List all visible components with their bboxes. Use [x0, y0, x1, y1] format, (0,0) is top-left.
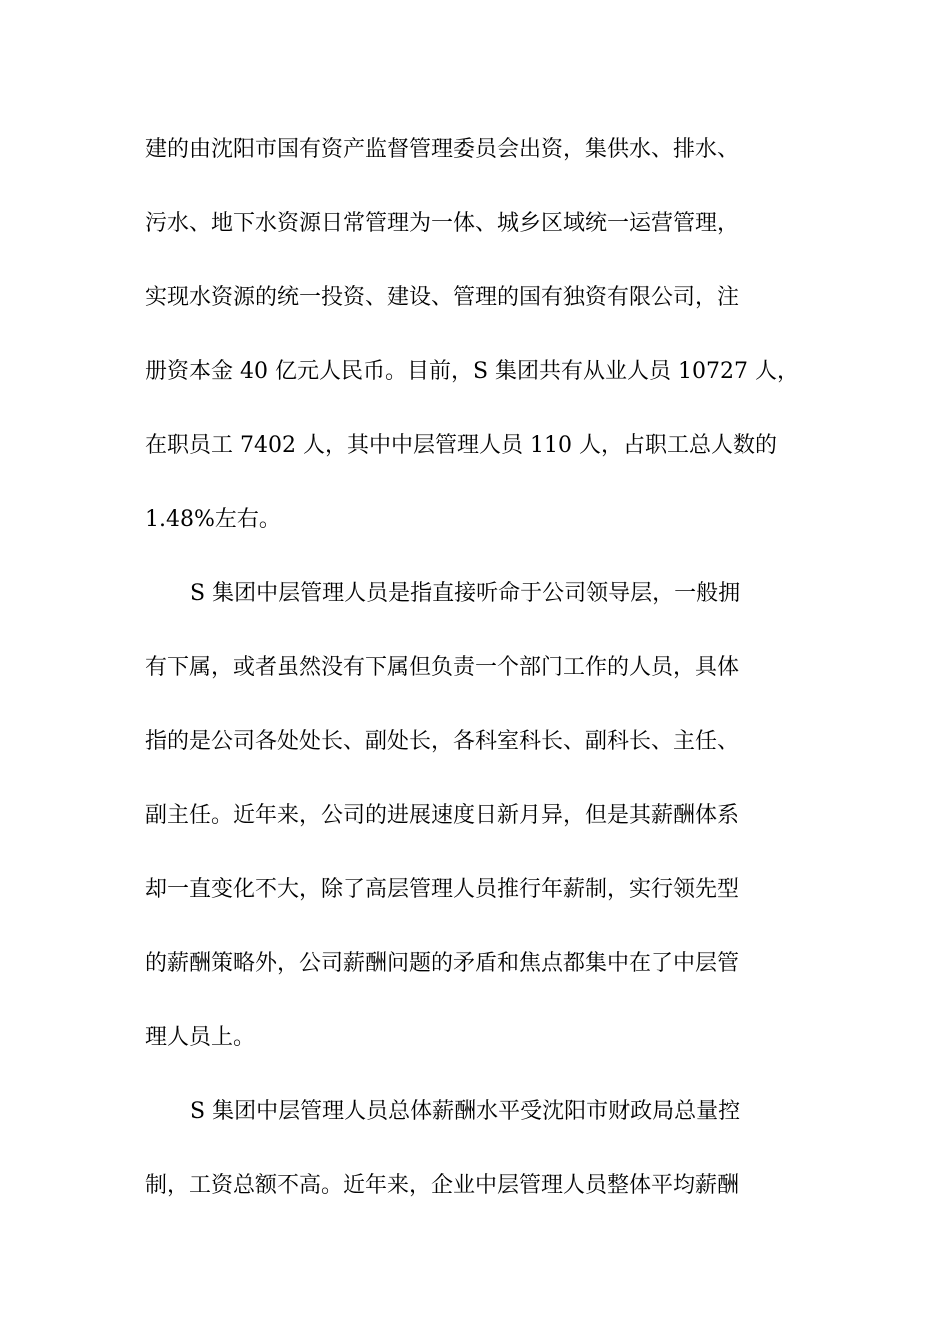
text-line: 理人员上。 — [145, 1025, 256, 1050]
text-line: 污水、地下水资源日常管理为一体、城乡区域统一运营管理， — [145, 211, 740, 236]
paragraph-1 — [145, 136, 825, 580]
text-line: 指的是公司各处处长、副处长，各科室科长、副科长、主任、 — [145, 729, 740, 754]
text-line: 实现水资源的统一投资、建设、管理的国有独资有限公司，注 — [145, 285, 740, 310]
paragraph-2 — [145, 580, 825, 1098]
text-line: 在职员工 7402 人，其中中层管理人员 110 人，占职工总人数的 — [145, 433, 777, 458]
text-line: 册资本金 40 亿元人民币。目前，S 集团共有从业人员 10727 人， — [145, 359, 800, 384]
text-line: 副主任。近年来，公司的进展速度日新月异，但是其薪酬体系 — [145, 803, 740, 828]
document-body — [145, 136, 825, 1246]
text-line: S 集团中层管理人员是指直接听命于公司领导层，一般拥 — [190, 581, 741, 606]
text-line: 制，工资总额不高。近年来，企业中层管理人员整体平均薪酬 — [145, 1173, 740, 1198]
paragraph-3 — [145, 1098, 825, 1246]
text-line: 却一直变化不大，除了高层管理人员推行年薪制，实行领先型 — [145, 877, 740, 902]
text-line: 建的由沈阳市国有资产监督管理委员会出资，集供水、排水、 — [145, 137, 740, 162]
text-line: 的薪酬策略外，公司薪酬问题的矛盾和焦点都集中在了中层管 — [145, 951, 740, 976]
text-line: 有下属，或者虽然没有下属但负责一个部门工作的人员，具体 — [145, 655, 740, 680]
text-line: 1.48%左右。 — [145, 507, 281, 532]
text-line: S 集团中层管理人员总体薪酬水平受沈阳市财政局总量控 — [190, 1099, 741, 1124]
